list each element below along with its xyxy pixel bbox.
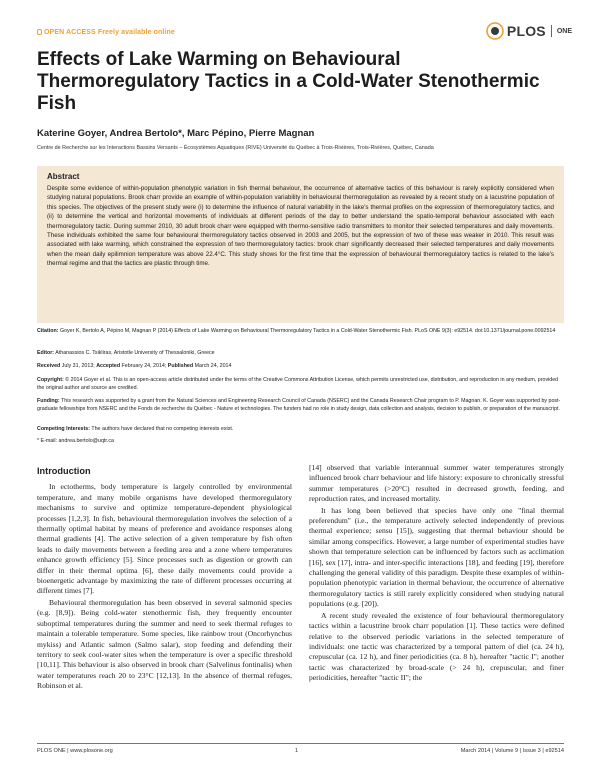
received-date: July 31, 2013; bbox=[61, 363, 95, 369]
page-footer bbox=[37, 743, 564, 754]
copyright-label: Copyright: bbox=[37, 377, 64, 383]
article-title: Effects of Lake Warming on Behavioural Thermoregulatory Tactics in a Cold-Water Stenothermic Fish bbox=[37, 49, 540, 114]
intro-paragraph: A recent study revealed the existence of four behavioural thermoregulatory tactics within a lacustrine brook charr population [1]. These tactics were defined relative to the observed periodic variations in the selected temperature of individuals: one tactic was characterized by a temporal pattern of diel (ca. 24 h), crepuscular (ca. 12 h), and finer periodicities (ca. 8 h), hereafter "tactic I"; another tactic was characterized by broad-scale (> 24 h), crepuscular, and finer periodicities, hereafter "tactic II"; the bbox=[309, 610, 564, 683]
author-list: Katerine Goyer, Andrea Bertolo*, Marc Pépino, Pierre Magnan bbox=[37, 128, 315, 139]
intro-paragraph: [14] observed that variable interannual summer water temperatures strongly influenced brook charr behaviour and life history: exposure to chronically stressful summer temperatures (>20°C) resulted in decreased growth, feeding, and reproduction rates, and increased mortality. bbox=[309, 463, 564, 504]
accepted-date: February 24, 2014; bbox=[121, 363, 167, 369]
footer-journal: PLOS ONE | www.plosone.org bbox=[37, 748, 113, 754]
competing-label: Competing Interests: bbox=[37, 426, 90, 432]
open-access-text: OPEN ACCESS Freely available online bbox=[44, 29, 175, 36]
dates bbox=[37, 363, 564, 371]
affiliation: Centre de Recherche sur les Interactions Bassins Versants – Écosystèmes Aquatiques (RIVE) Université du Québec à Trois-Rivières, Trois-Rivières, Québec, Canada bbox=[37, 145, 434, 151]
copyright-text: © 2014 Goyer et al. This is an open-access article distributed under the terms of the Creative Commons Attribution License, which permits unrestricted use, distribution, and reproduction in any medium, provided the original author and source are credited. bbox=[37, 377, 559, 391]
intro-paragraph: Behavioural thermoregulation has been observed in several salmonid species (e.g. [8,9]). Being cold-water stenothermic fish, they frequently encounter suboptimal temperatures during the summer and need to seek thermal refuges to maintain a tolerable temperature. Some species, like rainbow trout (Oncorhynchus mykiss) and Atlantic salmon (Salmo salar), stop feeding and defending their territory to seek cool-water sites when the temperature is over a specific threshold [10,11]. This behaviour is also observed in brook charr (Salvelinus fontinalis) when water temperatures reach 20 to 23°C [12,13]. In the absence of thermal refuges, Robinson et al. bbox=[37, 597, 292, 691]
citation-label: Citation: bbox=[37, 328, 59, 334]
intro-left-column bbox=[37, 466, 292, 693]
abstract-heading: Abstract bbox=[47, 172, 80, 181]
intro-paragraph: In ectotherms, body temperature is largely controlled by environmental temperature, and many mobile organisms have developed thermoregulatory mechanisms to survive and optimize temperature-dependent physiological processes [1,2,3]. In fish, behavioural thermoregulation involves the selection of a thermally optimal habitat by means of preference and avoidance responses along thermal gradients [4]. The active selection of a given temperature by fish often leads to daily movements between a feeding area and a zone where temperatures enhance growth efficiency [5]. Since processes such as digestion or growth can differ in their thermal optima [6], these daily movements could provide a bioenergetic advantage by maximizing the rate of different processes occurring at different times [7]. bbox=[37, 482, 292, 596]
accepted-label: Accepted bbox=[96, 363, 121, 369]
plos-logo-sub: ONE bbox=[556, 27, 572, 35]
plos-logo-text: PLOS bbox=[506, 23, 546, 39]
abstract-text: Despite some evidence of within-population phenotypic variation in fish thermal behaviour, the occurrence of alternative tactics of this behaviour is rarely explicitly considered when studying natural populations. Brook charr provide an example of within-population variability in behavioural thermoregulation as revealed by a recent study on a lacustrine population of this species. The objectives of the present study were (i) to determine the influence of natural variability in the lake's thermal profiles on the expression of thermoregulatory tactics, and (ii) to determine the vertical and horizontal movements of individuals at different periods of the day to better understand the spatio-temporal behaviour associated with each thermoregulatory tactic. During summer 2010, 30 adult brook charr were equipped with thermo-sensitive radio transmitters to monitor their selected temperatures and daily movements. These individuals exhibited the same four behavioural thermoregulatory tactics observed in 2003 and 2005, but the expression of two of these was weaker in 2010. This result was associated with lake warming, which constrained the expression of two thermoregulatory tactics: brook charr significantly decreased their selected temperatures and daily movements when the mean daily epilimnion temperature was above 22.4°C. This study shows for the first time that the expression of behavioural thermoregulatory tactics is related to the lake's thermal regime and that the tactics are plastic through time. bbox=[47, 185, 554, 268]
email: * E-mail: andrea.bertolo@uqtr.ca bbox=[37, 438, 114, 444]
open-lock-icon bbox=[37, 29, 42, 35]
editor bbox=[37, 350, 564, 358]
funding bbox=[37, 398, 564, 413]
funding-text: This research was supported by a grant from the Natural Sciences and Engineering Research Council of Canada (NSERC) and the Canada Research Chair program to P. Magnan. K. Goyer was supported by post-graduate fellowships from NSERC and the Fonds de recherche du Québec - Nature et technologies. The funders had no role in study design, data collection and analysis, decision to publish, or preparation of the manuscript. bbox=[37, 398, 561, 412]
footer-issue: March 2014 | Volume 9 | Issue 3 | e92514 bbox=[460, 748, 564, 754]
competing-interests bbox=[37, 426, 564, 434]
logo-divider bbox=[551, 25, 552, 37]
intro-paragraph: It has long been believed that species have only one "final thermal preferendum" (i.e., the temperature actively selected independently of previous thermal experience; sensu [15]), suggesting that thermal behaviour should be similar among conspecifics. However, a large number of experimental studies have shown that temperature selection can be influenced by factors such as acclimation [16], sex [17], intra- and inter-specific interactions [18], and feeding [19], therefore challenging the general validity of this paradigm. Despite these examples of within-population phenotypic variation in thermal behaviour, the occurrence of alternative thermoregulatory tactics is still rarely explicitly considered when studying natural populations (e.g. [20]). bbox=[309, 505, 564, 609]
published-date: March 24, 2014 bbox=[194, 363, 232, 369]
copyright bbox=[37, 377, 564, 392]
editor-text: Athanassios C. Tsikliras, Aristotle University of Thessaloniki, Greece bbox=[55, 350, 215, 356]
page-number: 1 bbox=[295, 748, 299, 754]
open-access-banner bbox=[37, 29, 175, 36]
abstract-box bbox=[37, 166, 564, 323]
editor-label: Editor: bbox=[37, 350, 55, 356]
intro-heading: Introduction bbox=[37, 466, 91, 476]
citation-text: Goyer K, Bertolo A, Pépino M, Magnan P (2014) Effects of Lake Warming on Behavioural Thermoregulatory Tactics in a Cold-Water Stenothermic Fish. PLoS ONE 9(3): e92514. doi:10.1371/journal.pone.0092514 bbox=[59, 328, 556, 334]
plos-logo bbox=[486, 22, 572, 40]
published-label: Published bbox=[167, 363, 194, 369]
competing-text: The authors have declared that no competing interests exist. bbox=[91, 426, 234, 432]
citation bbox=[37, 328, 564, 336]
intro-right-column bbox=[309, 463, 564, 685]
plos-mark-icon bbox=[486, 22, 504, 40]
received-label: Received bbox=[37, 363, 61, 369]
funding-label: Funding: bbox=[37, 398, 60, 404]
